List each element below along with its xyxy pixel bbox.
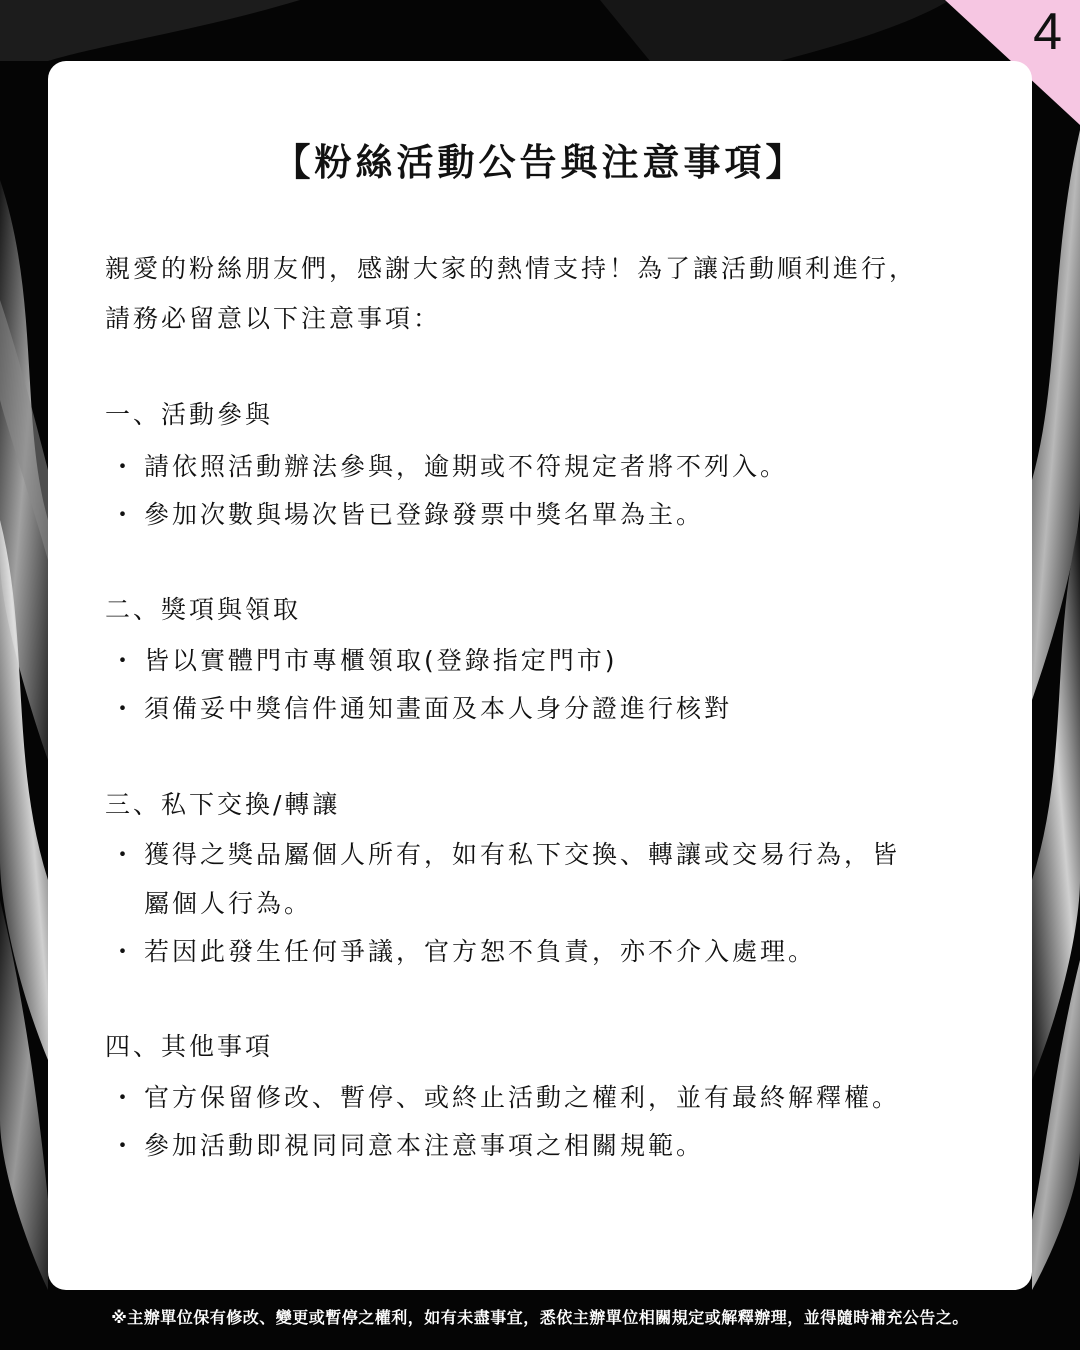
list-item: ・ 若因此發生任何爭議，官方恕不負責，亦不介入處理。 [110, 927, 990, 976]
list-item: ・ 參加次數與場次皆已登錄發票中獎名單為主。 [110, 490, 990, 539]
bullet-icon: ・ [110, 937, 139, 966]
bullet-icon: ・ [110, 694, 139, 723]
list-item: ・ 請依照活動辦法參與，逾期或不符規定者將不列入。 [110, 442, 990, 491]
list-item: ・ 官方保留修改、暫停、或終止活動之權利，並有最終解釋權。 [110, 1073, 990, 1122]
disclaimer-footnote: ※主辦單位保有修改、變更或暫停之權利，如有未盡事宜，悉依主辦單位相關規定或解釋辦理，並得隨時補充公告之。 [111, 1308, 969, 1327]
list-item: ・ 參加活動即視同同意本注意事項之相關規範。 [110, 1121, 990, 1170]
intro-paragraph [105, 244, 1005, 344]
item-line-1: 獲得之獎品屬個人所有，如有私下交換、轉讓或交易行為，皆 [144, 840, 901, 869]
section-heading-other: 四、其他事項 [105, 1032, 274, 1061]
list-item: ・ 須備妥中獎信件通知畫面及本人身分證進行核對 [110, 684, 990, 733]
section-heading-participation: 一、活動參與 [105, 400, 274, 429]
page-number: 4 [1033, 3, 1062, 61]
bullet-icon: ・ [110, 646, 139, 675]
bullet-icon: ・ [110, 452, 139, 481]
bullet-icon: ・ [110, 500, 139, 529]
intro-line-2: 請務必留意以下注意事項： [105, 304, 442, 333]
page-title: 【粉絲活動公告與注意事項】 [273, 141, 807, 184]
list-item [110, 830, 990, 928]
section-heading-prizes: 二、獎項與領取 [105, 595, 302, 624]
section-heading-transfer: 三、私下交換/轉讓 [105, 790, 341, 819]
item-line-2: 屬個人行為。 [144, 889, 313, 918]
bullet-icon: ・ [110, 840, 139, 869]
list-item: ・ 皆以實體門市專櫃領取(登錄指定門市) [110, 636, 990, 685]
bullet-icon: ・ [110, 1131, 139, 1160]
bullet-icon: ・ [110, 1083, 139, 1112]
intro-line-1: 親愛的粉絲朋友們，感謝大家的熱情支持！為了讓活動順利進行， [105, 254, 918, 283]
notice-card [48, 61, 1032, 1290]
